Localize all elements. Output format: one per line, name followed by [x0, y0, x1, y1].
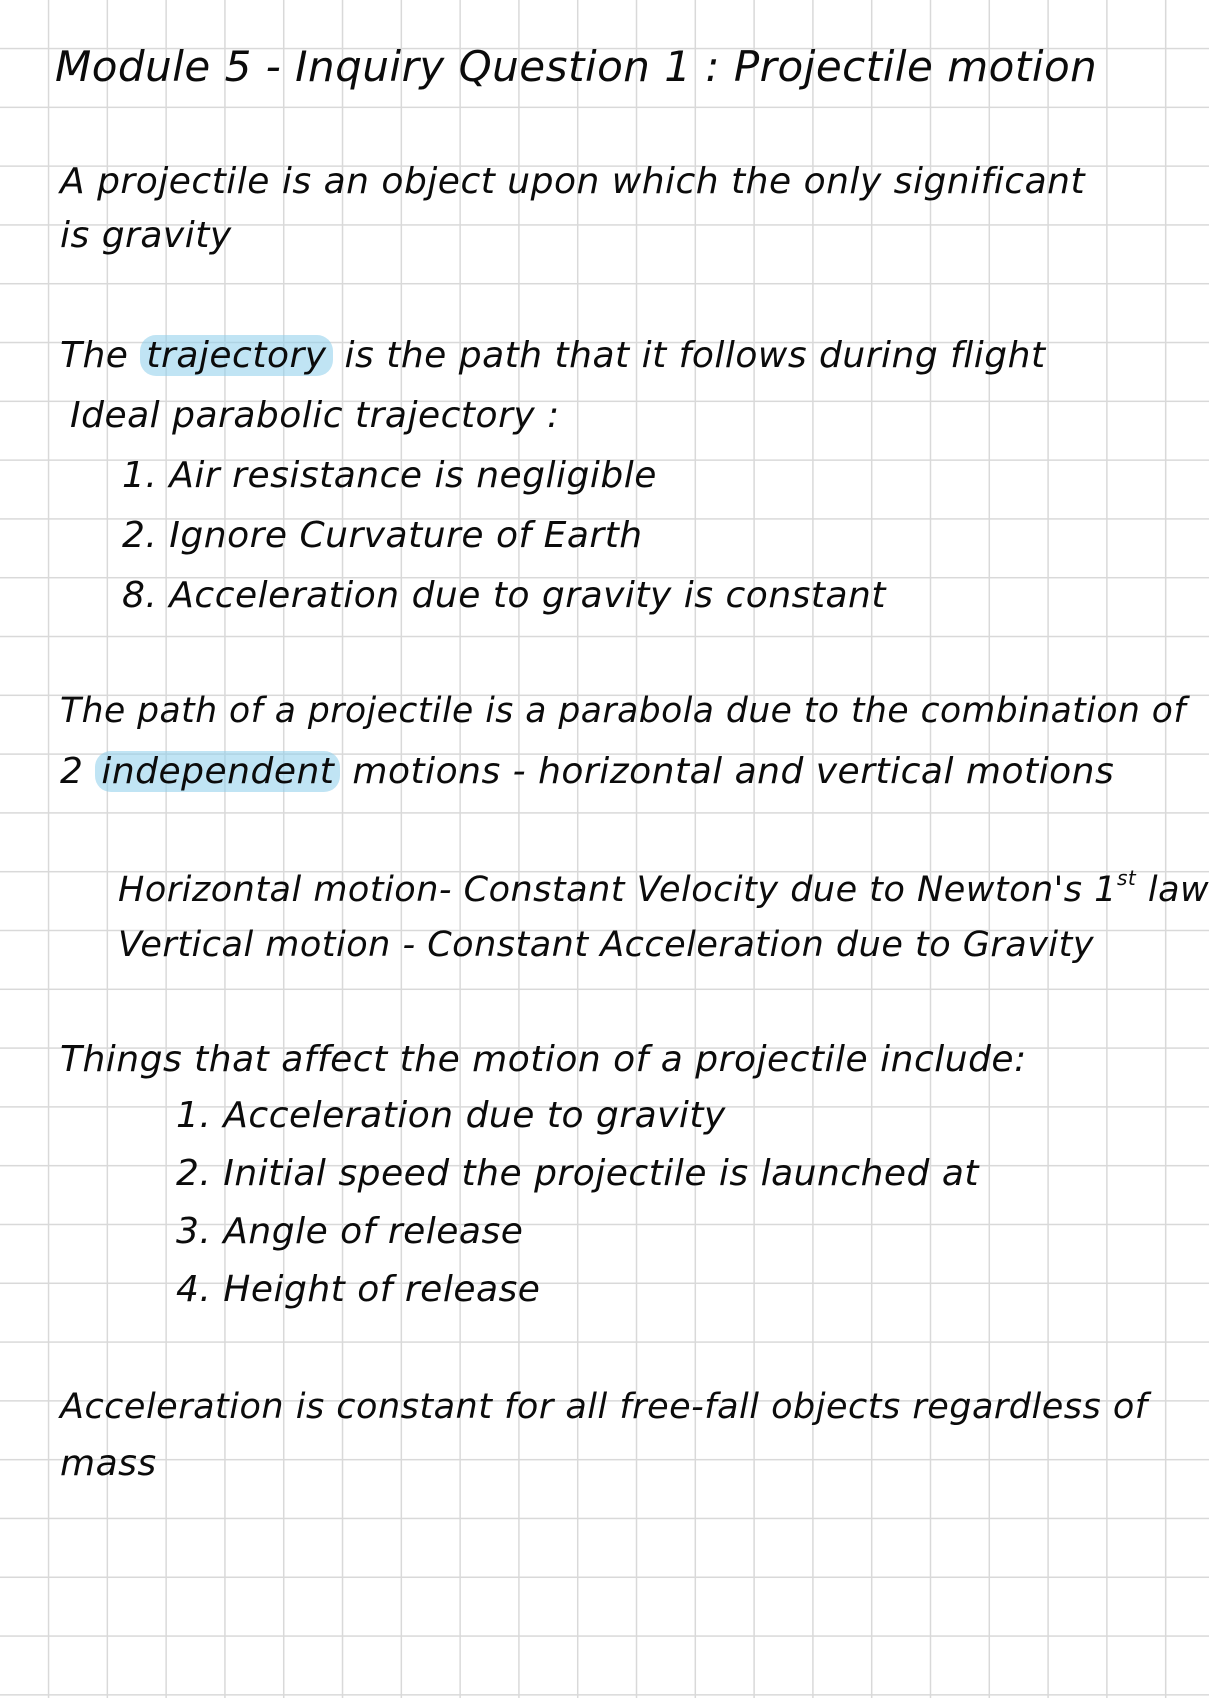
- vertical-motion-line: Vertical motion - Constant Acceleration due to Gravity: [118, 925, 1095, 965]
- factor-item-2: 2. Initial speed the projectile is launched at: [176, 1153, 980, 1194]
- ideal-item-2: 2. Ignore Curvature of Earth: [122, 515, 643, 556]
- factors-heading: Things that affect the motion of a projectile include:: [60, 1039, 1027, 1080]
- ideal-heading: Ideal parabolic trajectory :: [70, 395, 560, 436]
- factor-item-1: 1. Acceleration due to gravity: [176, 1095, 726, 1136]
- independent-highlight: independent: [95, 751, 340, 792]
- trajectory-line: [60, 335, 1046, 376]
- factor-item-4: 4. Height of release: [176, 1269, 541, 1310]
- definition-line-2: is gravity: [60, 215, 232, 256]
- horizontal-motion-text: Horizontal motion- Constant Velocity due to Newton's 1: [118, 870, 1117, 910]
- ideal-item-3: 8. Acceleration due to gravity is constant: [122, 575, 886, 616]
- trajectory-highlight: trajectory: [140, 335, 332, 376]
- parabola-number: 2: [60, 751, 84, 792]
- parabola-suffix: motions - horizontal and vertical motions: [352, 751, 1115, 792]
- horizontal-motion-end: law: [1147, 870, 1209, 910]
- horizontal-motion-line: [118, 868, 1209, 908]
- parabola-line-2: [60, 751, 1115, 792]
- parabola-line-1: The path of a projectile is a parabola due to the combination of: [60, 691, 1187, 731]
- ideal-item-1: 1. Air resistance is negligible: [122, 455, 657, 496]
- trajectory-suffix: is the path that it follows during flight: [344, 335, 1046, 376]
- page-title: Module 5 - Inquiry Question 1 : Projectile motion: [55, 42, 1098, 91]
- acceleration-line-2: mass: [60, 1443, 157, 1484]
- definition-line-1: A projectile is an object upon which the only significant: [60, 161, 1086, 202]
- acceleration-line-1: Acceleration is constant for all free-fall objects regardless of: [60, 1387, 1148, 1427]
- factor-item-3: 3. Angle of release: [176, 1211, 524, 1252]
- superscript-st: st: [1116, 866, 1137, 890]
- trajectory-prefix: The: [60, 335, 129, 376]
